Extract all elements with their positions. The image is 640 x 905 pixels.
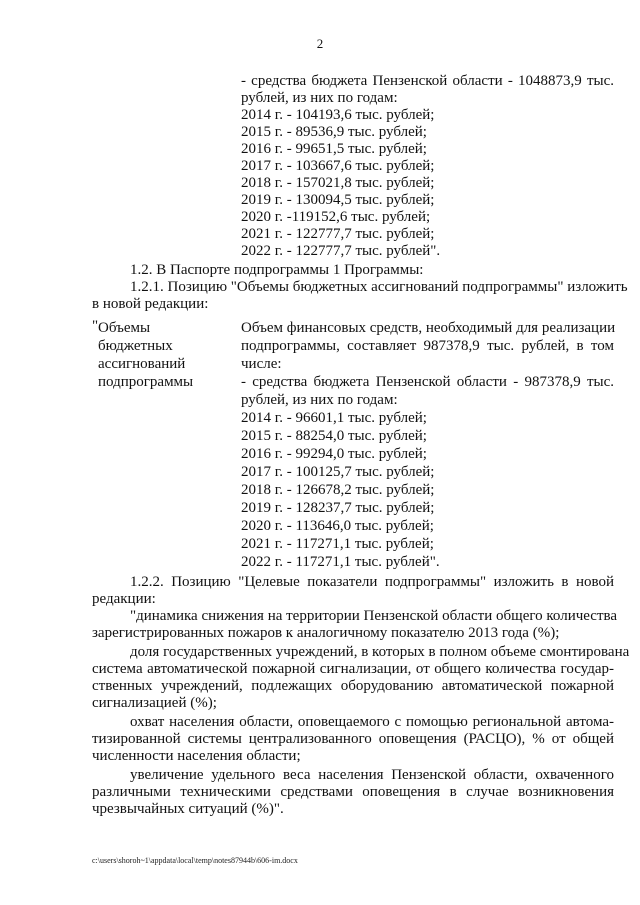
- top-block-line: - средства бюджета Пензенской области - 1048873,9 тыс.: [241, 73, 614, 89]
- indicator-line: зарегистрированных пожаров к аналогичному показателю 2013 года (%);: [92, 625, 560, 641]
- table-right-cell-line: 2014 г. - 96601,1 тыс. рублей;: [241, 410, 427, 426]
- opening-quote: ": [92, 318, 99, 334]
- paragraph-line: 1.2.1. Позицию "Объемы бюджетных ассигнований подпрограммы" изложить: [130, 279, 628, 295]
- table-right-cell-line: 2015 г. - 88254,0 тыс. рублей;: [241, 428, 427, 444]
- table-right-cell-line: 2016 г. - 99294,0 тыс. рублей;: [241, 446, 427, 462]
- indicator-line: чрезвычайных ситуаций (%)".: [92, 801, 284, 817]
- table-right-cell-line: Объем финансовых средств, необходимый для реализации: [241, 320, 616, 336]
- indicator-line: ственных учреждений, подлежащих оборудованию автоматической пожарной: [92, 678, 614, 694]
- indicator-line: охват населения области, оповещаемого с помощью региональной автома-: [130, 714, 614, 730]
- top-block-line: 2020 г. -119152,6 тыс. рублей;: [241, 209, 431, 225]
- top-block-line: 2019 г. - 130094,5 тыс. рублей;: [241, 192, 435, 208]
- table-right-cell-line: 2022 г. - 117271,1 тыс. рублей".: [241, 554, 440, 570]
- table-left-cell-line: подпрограммы: [98, 374, 194, 390]
- section-heading: 1.2. В Паспорте подпрограммы 1 Программы:: [130, 262, 424, 278]
- indicator-line: сигнализацией (%);: [92, 695, 217, 711]
- table-right-cell-line: 2018 г. - 126678,2 тыс. рублей;: [241, 482, 435, 498]
- indicator-line: система автоматической пожарной сигнализации, от общего количества государ-: [92, 661, 614, 677]
- indicator-line: "динамика снижения на территории Пензенской области общего количества: [130, 608, 618, 624]
- table-right-cell-line: 2017 г. - 100125,7 тыс. рублей;: [241, 464, 435, 480]
- top-block-line: 2022 г. - 122777,7 тыс. рублей".: [241, 243, 441, 259]
- top-block-line: 2018 г. - 157021,8 тыс. рублей;: [241, 175, 435, 191]
- indicator-line: тизированной системы централизованного оповещения (РАСЦО), % от общей: [92, 731, 614, 747]
- indicator-line: численности населения области;: [92, 748, 301, 764]
- top-block-line: 2021 г. - 122777,7 тыс. рублей;: [241, 226, 435, 242]
- indicator-line: увеличение удельного веса населения Пензенской области, охваченного: [130, 767, 614, 783]
- table-left-cell-line: бюджетных: [98, 338, 173, 354]
- footer-file-path: c:\users\shoroh~1\appdata\local\temp\notes87944b\606-im.docx: [92, 856, 298, 865]
- table-right-cell-line: 2019 г. - 128237,7 тыс. рублей;: [241, 500, 435, 516]
- table-right-cell-line: числе:: [241, 356, 282, 372]
- indicator-line: различными техническими средствами оповещения в случае возникновения: [92, 784, 614, 800]
- table-right-cell-line: - средства бюджета Пензенской области - 987378,9 тыс.: [241, 374, 614, 390]
- paragraph-line: редакции:: [92, 591, 156, 607]
- top-block-line: рублей, из них по годам:: [241, 90, 398, 106]
- top-block-line: 2014 г. - 104193,6 тыс. рублей;: [241, 107, 435, 123]
- table-right-cell-line: подпрограммы, составляет 987378,9 тыс. рублей, в том: [241, 338, 614, 354]
- top-block-line: 2016 г. - 99651,5 тыс. рублей;: [241, 141, 427, 157]
- table-left-cell-line: ассигнований: [98, 356, 186, 372]
- table-right-cell-line: 2021 г. - 117271,1 тыс. рублей;: [241, 536, 434, 552]
- paragraph-line: 1.2.2. Позицию "Целевые показатели подпрограммы" изложить в новой: [130, 574, 614, 590]
- table-right-cell-line: рублей, из них по годам:: [241, 392, 398, 408]
- indicator-line: доля государственных учреждений, в которых в полном объеме смонтирована: [130, 644, 630, 660]
- paragraph-line: в новой редакции:: [92, 296, 209, 312]
- page-number: 2: [316, 36, 324, 51]
- top-block-line: 2017 г. - 103667,6 тыс. рублей;: [241, 158, 435, 174]
- table-right-cell-line: 2020 г. - 113646,0 тыс. рублей;: [241, 518, 434, 534]
- top-block-line: 2015 г. - 89536,9 тыс. рублей;: [241, 124, 427, 140]
- table-left-cell-line: Объемы: [98, 320, 151, 336]
